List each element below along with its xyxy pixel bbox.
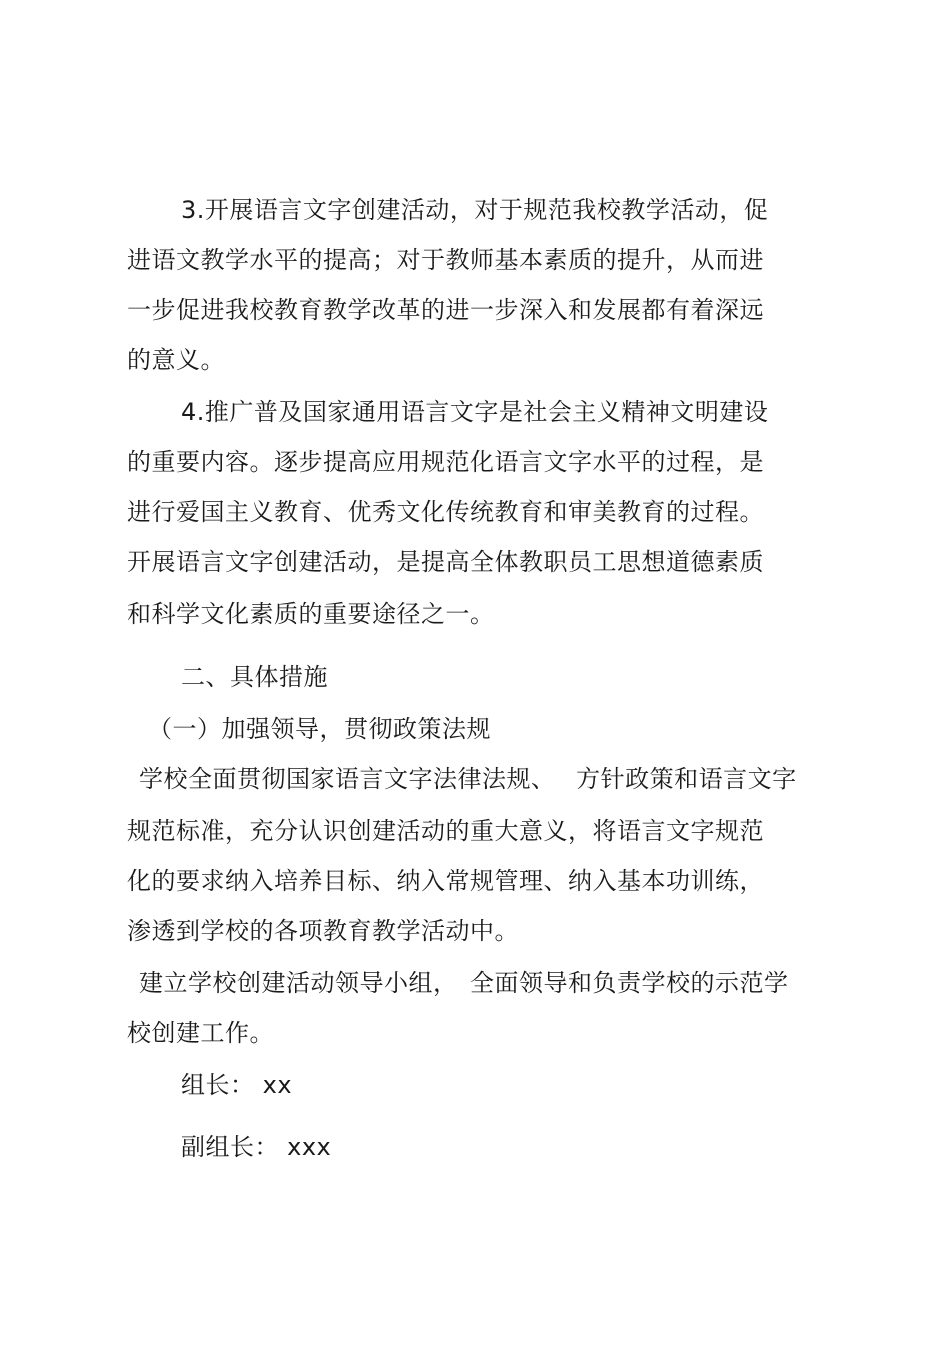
paragraph-3-line-2: 进语文教学水平的提高；对于教师基本素质的提升，从而进 — [127, 246, 764, 274]
policy-paragraph-line-3: 化的要求纳入培养目标、纳入常规管理、纳入基本功训练， — [127, 867, 764, 895]
leader-line: 组长： xx — [181, 1071, 293, 1099]
paragraph-3-line-1: 3.开展语言文字创建活动，对于规范我校教学活动，促 — [181, 196, 769, 224]
policy-paragraph-line-2: 规范标准，充分认识创建活动的重大意义，将语言文字规范 — [127, 817, 764, 845]
subsection-heading: （一）加强领导，贯彻政策法规 — [148, 715, 491, 743]
policy-paragraph-line-4: 渗透到学校的各项教育教学活动中。 — [127, 917, 519, 945]
group-paragraph-line-1: 建立学校创建活动领导小组， 全面领导和负责学校的示范学 — [139, 969, 789, 997]
paragraph-4-line-2: 的重要内容。逐步提高应用规范化语言文字水平的过程，是 — [127, 448, 764, 476]
paragraph-4-line-5: 和科学文化素质的重要途径之一。 — [127, 600, 495, 628]
deputy-leader-line: 副组长： xxx — [181, 1133, 332, 1161]
paragraph-4-line-1: 4.推广普及国家通用语言文字是社会主义精神文明建设 — [181, 398, 769, 426]
section-heading: 二、具体措施 — [181, 663, 328, 691]
group-paragraph-line-2: 校创建工作。 — [127, 1019, 274, 1047]
policy-paragraph-line-1: 学校全面贯彻国家语言文字法律法规、 方针政策和语言文字 — [139, 765, 797, 793]
paragraph-3-line-4: 的意义。 — [127, 346, 225, 374]
paragraph-3-line-3: 一步促进我校教育教学改革的进一步深入和发展都有着深远 — [127, 296, 764, 324]
paragraph-4-line-3: 进行爱国主义教育、优秀文化传统教育和审美教育的过程。 — [127, 498, 764, 526]
paragraph-4-line-4: 开展语言文字创建活动，是提高全体教职员工思想道德素质 — [127, 548, 764, 576]
